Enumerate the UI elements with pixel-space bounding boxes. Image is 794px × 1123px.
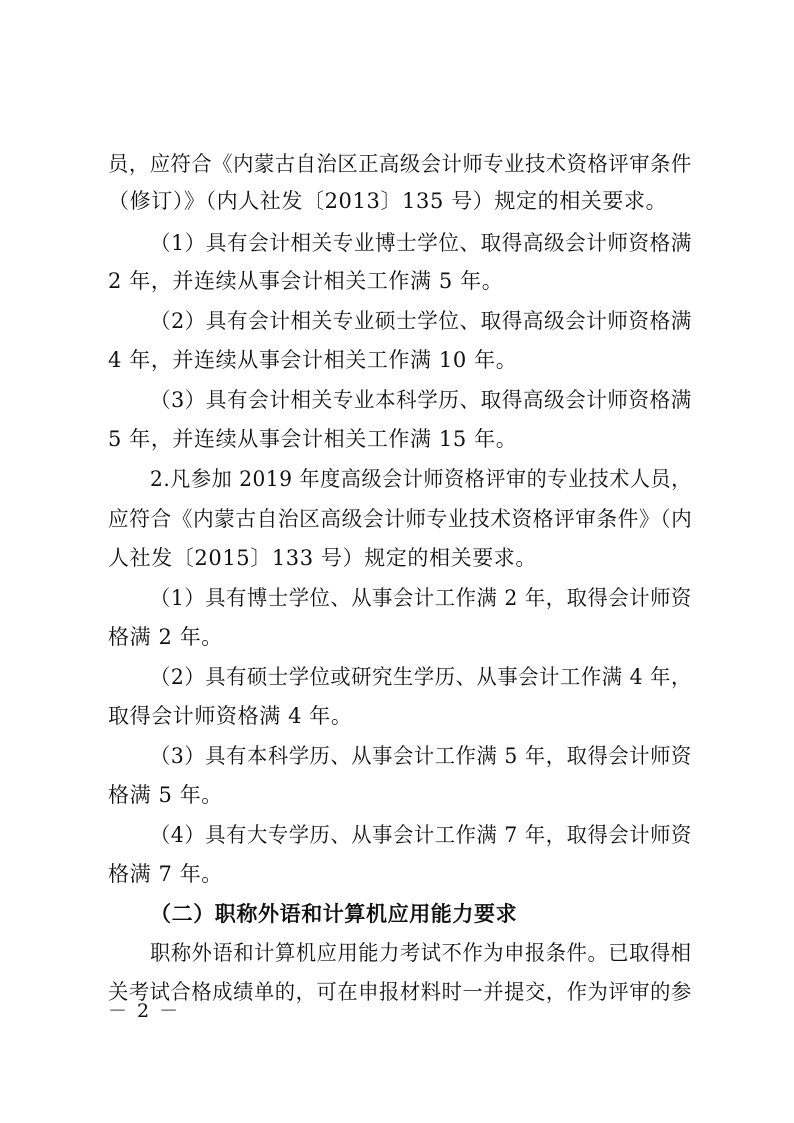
paragraph-line: 4 年，并连续从事会计相关工作满 10 年。: [108, 348, 518, 372]
paragraph-line: 职称外语和计算机应用能力考试不作为申报条件。已取得相: [150, 941, 692, 965]
paragraph-line: 格满 2 年。: [108, 625, 223, 649]
paragraph-line: 5 年，并连续从事会计相关工作满 15 年。: [108, 427, 518, 451]
paragraph-line: 2 年，并连续从事会计相关工作满 5 年。: [108, 269, 504, 293]
paragraph-line: （1）具有会计相关专业博士学位、取得高级会计师资格满: [150, 231, 692, 255]
paragraph-line: 员，应符合《内蒙古自治区正高级会计师专业技术资格评审条件: [108, 152, 692, 176]
paragraph-line: （2）具有硕士学位或研究生学历、从事会计工作满 4 年，: [150, 665, 692, 689]
paragraph-line: （3）具有本科学历、从事会计工作满 5 年，取得会计师资: [150, 744, 692, 768]
paragraph-line: 取得会计师资格满 4 年。: [108, 704, 353, 728]
paragraph-line: 格满 5 年。: [108, 783, 223, 807]
paragraph-line: （2）具有会计相关专业硕士学位、取得高级会计师资格满: [150, 309, 692, 333]
paragraph-line: 关考试合格成绩单的，可在申报材料时一并提交，作为评审的参: [108, 980, 692, 1004]
paragraph-line: （4）具有大专学历、从事会计工作满 7 年，取得会计师资: [150, 823, 692, 847]
section-heading: （二）职称外语和计算机应用能力要求: [150, 902, 518, 926]
paragraph-line: 人社发〔2015〕133 号）规定的相关要求。: [108, 546, 537, 570]
page-number: － 2 －: [108, 1000, 181, 1022]
paragraph-line: （1）具有博士学位、从事会计工作满 2 年，取得会计师资: [150, 586, 692, 610]
paragraph-line: 格满 7 年。: [108, 862, 223, 886]
paragraph-line: 应符合《内蒙古自治区高级会计师专业技术资格评审条件》（内: [108, 507, 693, 531]
paragraph-line: （修订）》（内人社发〔2013〕135 号）规定的相关要求。: [108, 189, 668, 213]
paragraph-line: 2.凡参加 2019 年度高级会计师资格评审的专业技术人员，: [150, 467, 692, 491]
paragraph-line: （3）具有会计相关专业本科学历、取得高级会计师资格满: [150, 388, 692, 412]
